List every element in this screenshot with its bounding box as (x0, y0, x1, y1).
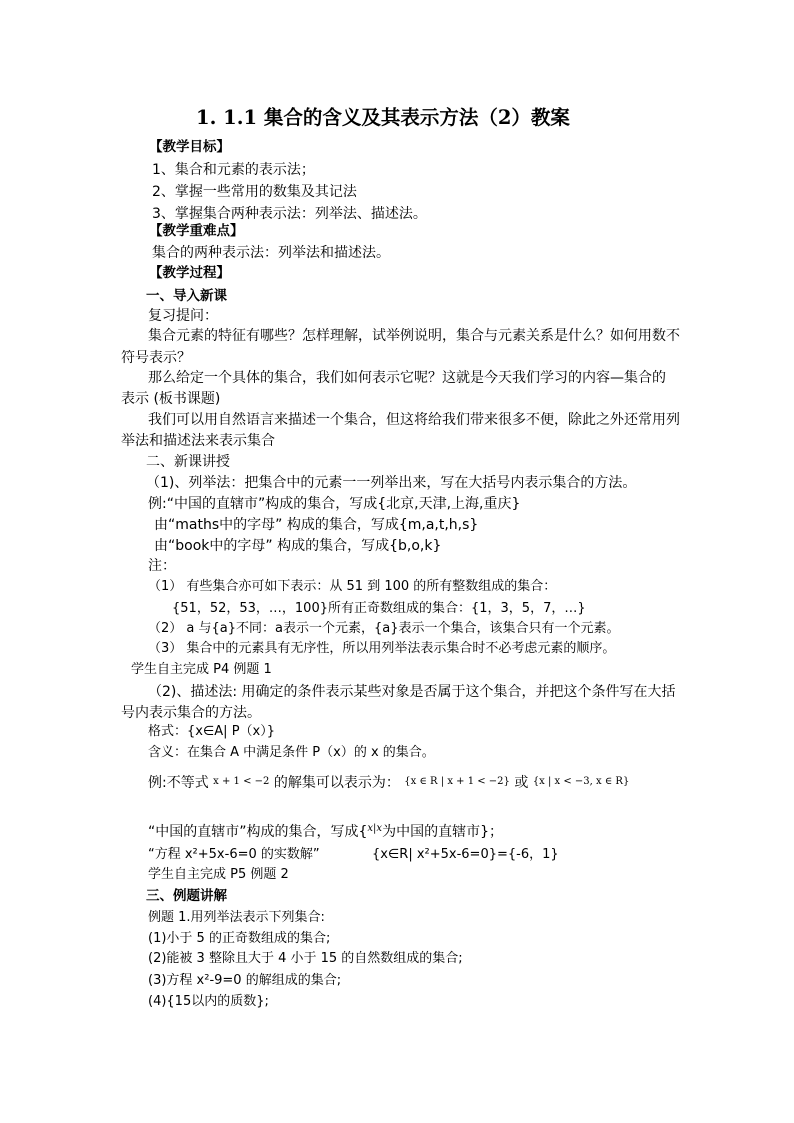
list-item: (4){15以内的质数}; (148, 994, 269, 1009)
paragraph: （1)、列举法：把集合中的元素一一列举出来，写在大括号内表示集合的方法。 (146, 475, 637, 491)
list-item: (1)小于 5 的正奇数组成的集合; (148, 931, 331, 946)
paragraph: 例:“中国的直辖市”构成的集合，写成{北京,天津,上海,重庆} (148, 496, 521, 512)
paragraph: 复习提问： (148, 308, 218, 324)
paragraph: 号内表示集合的方法。 (121, 705, 261, 721)
paragraph: 例题 1.用列举法表示下列集合: (148, 910, 325, 925)
paragraph: 集合元素的特征有哪些？怎样理解，试举例说明，集合与元素关系是什么？如何用数不 (148, 328, 680, 344)
math-expression: {x | x < −3, x ∈ R} (532, 776, 630, 787)
goal-item: 2、掌握一些常用的数集及其记法 (152, 184, 357, 200)
process-heading: 【教学过程】 (149, 265, 230, 281)
math-expression: {x ∈ R | x + 1 < −2} (404, 776, 510, 787)
paragraph: 例:不等式 (148, 775, 209, 791)
paragraph: 那么给定一个具体的集合，我们如何表示它呢？这就是今天我们学习的内容—集合的 (148, 370, 666, 386)
paragraph: 表示 (板书课题) (121, 391, 221, 407)
inequality-example (148, 773, 629, 792)
math-expression: x + 1 < −2 (213, 776, 270, 787)
paragraph: 格式：{x∈A| P（x）} (148, 724, 275, 739)
paragraph: 注： (148, 558, 176, 574)
paragraph: 含义：在集合 A 中满足条件 P（x）的 x 的集合。 (148, 745, 435, 760)
math-expression: {x∈R| x²+5x-6=0}={-6，1} (372, 847, 559, 862)
paragraph: 由“maths中的字母” 构成的集合，写成{m,a,t,h,s} (154, 517, 479, 533)
section-heading: 三、例题讲解 (146, 888, 227, 904)
keypoints-heading: 【教学重难点】 (149, 223, 244, 239)
paragraph: 或 (514, 775, 529, 791)
section-heading: 一、导入新课 (146, 288, 227, 304)
paragraph: {51，52，53，…，100}所有正奇数组成的集合：{1，3，5，7，…} (172, 601, 586, 616)
document-title: 1. 1.1 集合的含义及其表示方法（2）教案 (196, 106, 570, 129)
paragraph: 学生自主完成 P5 例题 2 (148, 867, 289, 882)
paragraph: （2)、描述法: 用确定的条件表示某些对象是否属于这个集合，并把这个条件写在大括 (148, 684, 676, 700)
section-heading: 二、新课讲授 (146, 454, 230, 470)
goal-item: 3、掌握集合两种表示法：列举法、描述法。 (152, 206, 427, 222)
goals-heading: 【教学目标】 (149, 139, 230, 155)
paragraph: 我们可以用自然语言来描述一个集合，但这将给我们带来很多不便，除此之外还常用列 (148, 412, 680, 428)
paragraph: 由“book中的字母” 构成的集合，写成{b,o,k} (154, 538, 442, 554)
paragraph: 符号表示？ (121, 350, 191, 366)
paragraph: （3） 集合中的元素具有无序性，所以用列举法表示集合时不必考虑元素的顺序。 (148, 641, 616, 656)
goal-item: 1、集合和元素的表示法； (152, 162, 315, 178)
paragraph: 的解集可以表示为： (273, 775, 400, 791)
paragraph: 为中国的直辖市}； (382, 824, 503, 840)
paragraph: 学生自主完成 P4 例题 1 (131, 662, 272, 677)
paragraph: （1） 有些集合亦可如下表示：从 51 到 100 的所有整数组成的集合： (148, 579, 557, 594)
paragraph: “方程 x²+5x-6=0 的实数解” (148, 847, 320, 862)
paragraph: 举法和描述法来表示集合 (121, 433, 275, 449)
math-expression: x|x (367, 823, 383, 834)
paragraph: （2） a 与{a}不同：a表示一个元素，{a}表示一个集合，该集合只有一个元素。 (148, 621, 620, 636)
paragraph: “中国的直辖市”构成的集合，写成{ (148, 824, 368, 840)
city-example (148, 820, 503, 841)
keypoints-text: 集合的两种表示法：列举法和描述法。 (152, 245, 390, 261)
list-item: (2)能被 3 整除且大于 4 小于 15 的自然数组成的集合; (148, 951, 463, 966)
list-item: (3)方程 x²-9=0 的解组成的集合; (148, 973, 342, 988)
